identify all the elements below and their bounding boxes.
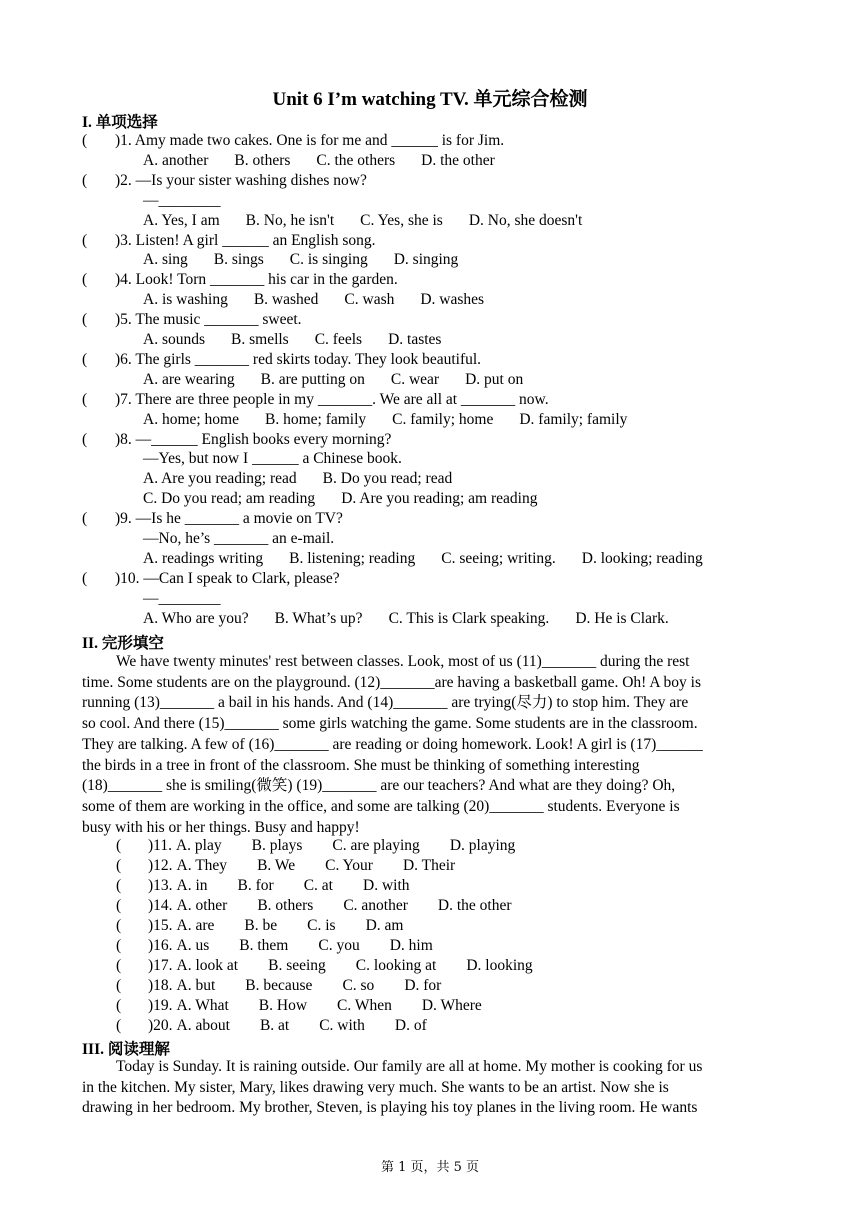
passage-line: They are talking. A few of (16)_______ are reading or doing homework. Look! A girl is (17)______ (82, 735, 703, 753)
answer-bracket[interactable]: ( (82, 311, 88, 329)
question-9 (82, 509, 343, 529)
option: B. others (234, 151, 291, 169)
option: C. family; home (392, 410, 494, 428)
question-4 (82, 270, 398, 290)
question-number: )15. (148, 916, 173, 934)
answer-bracket[interactable]: ( (82, 171, 88, 189)
cloze-question-11 (116, 836, 545, 856)
option: B. home; family (265, 410, 367, 428)
option: D. family; family (519, 410, 628, 428)
question-stem: )10. —Can I speak to Clark, please? (115, 569, 340, 587)
question-number: )11. (148, 837, 172, 854)
option: B. at (259, 1016, 290, 1034)
option: B. seeing (268, 956, 326, 974)
answer-bracket[interactable]: ( (116, 856, 122, 874)
answer-bracket[interactable]: ( (82, 231, 88, 249)
dialogue-line: —No, he’s _______ an e-mail. (143, 530, 335, 547)
option: A. is washing (143, 291, 228, 309)
question-stem: )6. The girls _______ red skirts today. They look beautiful. (115, 350, 482, 368)
option: D. singing (393, 251, 459, 269)
answer-bracket[interactable]: ( (116, 976, 122, 994)
question-stem: )8. —______ English books every morning? (115, 430, 392, 448)
option: C. seeing; writing. (441, 549, 556, 567)
answer-bracket[interactable]: ( (82, 132, 88, 149)
passage-line: time. Some students are on the playground. (12)_______are having a basketball game. Oh! A boy is (82, 673, 702, 691)
cloze-question-12 (116, 856, 485, 876)
cloze-question-15 (116, 916, 433, 936)
option: D. washes (420, 291, 485, 309)
option: C. is singing (289, 251, 368, 269)
option: D. No, she doesn't (468, 211, 583, 229)
option: B. sings (213, 251, 264, 269)
option: B. because (245, 976, 313, 994)
options-row (143, 489, 563, 509)
section-heading-1: I. 单项选择 (82, 114, 158, 131)
cloze-passage (82, 652, 776, 838)
question-stem: )3. Listen! A girl ______ an English song. (115, 231, 376, 249)
option: A. us (176, 936, 210, 954)
option: D. put on (465, 370, 524, 388)
option: B. No, he isn't (245, 211, 335, 229)
option: A. sounds (143, 331, 206, 348)
option: A. about (176, 1016, 230, 1034)
answer-bracket[interactable]: ( (116, 896, 122, 914)
option: D. Where (421, 996, 482, 1014)
cloze-question-14 (116, 896, 542, 916)
option: A. other (176, 896, 228, 914)
option: A. They (176, 856, 228, 874)
option: C. the others (316, 151, 396, 169)
question-number: )18. (148, 976, 173, 994)
option: D. for (404, 976, 442, 994)
option: D. He is Clark. (575, 609, 669, 627)
option: B. Do you read; read (322, 470, 453, 488)
passage-line: Today is Sunday. It is raining outside. Our family are all at home. My mother is cooking for us (116, 1058, 703, 1075)
option: C. you (318, 936, 360, 954)
answer-bracket[interactable]: ( (82, 271, 88, 289)
options-row (143, 250, 484, 270)
answer-bracket[interactable]: ( (82, 390, 88, 408)
question-6 (82, 350, 481, 370)
dialogue-line: —________ (143, 589, 221, 607)
passage-line: so cool. And there (15)_______ some girls watching the game. Some students are in the classroom. (82, 715, 698, 733)
option: D. looking; reading (581, 549, 703, 567)
option: B. smells (231, 331, 289, 348)
options-row (143, 290, 510, 310)
question-7 (82, 390, 549, 410)
option: C. at (303, 876, 333, 894)
question-number: )14. (148, 896, 173, 914)
question-stem: )2. —Is your sister washing dishes now? (115, 171, 367, 189)
option: B. listening; reading (289, 549, 416, 567)
option: C. wash (344, 291, 395, 309)
passage-line: running (13)_______ a bail in his hands. And (14)_______ are trying(尽力) to stop him. They are (82, 694, 689, 712)
question-stem: )5. The music _______ sweet. (115, 311, 302, 329)
question-1 (82, 131, 504, 151)
option: D. the other (437, 896, 512, 914)
answer-bracket[interactable]: ( (116, 876, 122, 894)
option: B. We (257, 856, 296, 874)
passage-line: the birds in a tree in front of the classroom. She must be thinking of something interesting (82, 756, 640, 774)
question-number: )20. (148, 1016, 173, 1034)
option: D. playing (449, 837, 516, 854)
cloze-question-18 (116, 976, 471, 996)
option: C. looking at (355, 956, 437, 974)
option: C. wear (390, 370, 440, 388)
option: D. Their (402, 856, 456, 874)
option: A. another (143, 151, 209, 169)
option: A. play (175, 837, 222, 854)
dialogue-line: —________ (143, 191, 221, 209)
options-row (143, 609, 695, 629)
option: B. are putting on (260, 370, 365, 388)
option: D. am (365, 916, 404, 934)
option: D. tastes (388, 331, 442, 348)
question-number: )13. (148, 876, 173, 894)
option: C. This is Clark speaking. (388, 609, 550, 627)
cloze-question-16 (116, 936, 463, 956)
options-row (143, 410, 653, 430)
option: B. plays (251, 837, 303, 854)
reading-passage (82, 1057, 776, 1119)
cloze-question-20 (116, 1016, 457, 1036)
option: C. so (342, 976, 375, 994)
options-row (143, 330, 467, 350)
question-stem: )9. —Is he _______ a movie on TV? (115, 510, 343, 528)
answer-bracket[interactable]: ( (82, 569, 88, 587)
option: A. are wearing (143, 370, 235, 388)
passage-line: (18)_______ she is smiling(微笑) (19)_______ are our teachers? And what are they doing? Oh, (82, 777, 676, 795)
option: A. look at (176, 956, 239, 974)
section-heading-2: II. 完形填空 (82, 635, 164, 652)
passage-line: busy with his or her things. Busy and happy! (82, 818, 360, 836)
option: A. Are you reading; read (143, 470, 297, 488)
option: B. others (257, 896, 314, 914)
options-row (143, 151, 521, 171)
question-number: )16. (148, 936, 173, 954)
passage-line: in the kitchen. My sister, Mary, likes drawing very much. She wants to be an artist. Now she is (82, 1078, 669, 1096)
option: D. looking (466, 956, 533, 974)
option: A. but (176, 976, 216, 994)
option: C. Do you read; am reading (143, 490, 316, 508)
option: A. home; home (143, 410, 239, 428)
question-number: )12. (148, 856, 173, 874)
option: C. with (319, 1016, 365, 1034)
answer-bracket[interactable]: ( (116, 936, 122, 954)
passage-line: some of them are working in the office, and some are talking (20)_______ students. Everyone is (82, 797, 680, 815)
question-10 (82, 569, 340, 589)
page-footer: 第 1 页，共 5 页 (380, 1160, 480, 1175)
question-3 (82, 231, 375, 251)
option: C. is (307, 916, 336, 934)
option: A. sing (143, 251, 188, 269)
cloze-question-17 (116, 956, 563, 976)
answer-bracket[interactable]: ( (116, 1016, 122, 1034)
answer-bracket[interactable]: ( (116, 996, 122, 1014)
section-heading-3: III. 阅读理解 (82, 1041, 170, 1058)
option: A. readings writing (143, 549, 264, 567)
option: A. Yes, I am (143, 211, 220, 229)
option: B. washed (253, 291, 319, 309)
answer-bracket[interactable]: ( (116, 956, 122, 974)
option: C. When (337, 996, 392, 1014)
cloze-question-13 (116, 876, 440, 896)
question-5 (82, 310, 302, 330)
question-stem: )7. There are three people in my _______. We are all at _______ now. (115, 390, 549, 408)
question-stem: )4. Look! Torn _______ his car in the garden. (115, 271, 398, 289)
option: D. him (389, 936, 433, 954)
answer-bracket[interactable]: ( (116, 916, 122, 934)
option: A. are (176, 916, 215, 934)
option: B. What’s up? (274, 609, 363, 627)
options-row (143, 469, 478, 489)
option: A. What (176, 996, 229, 1014)
question-2 (82, 171, 367, 191)
option: D. of (394, 1016, 427, 1034)
answer-bracket[interactable]: ( (116, 837, 122, 854)
question-stem: )1. Amy made two cakes. One is for me and ______ is for Jim. (115, 132, 505, 149)
option: D. with (363, 876, 410, 894)
page-title: Unit 6 I’m watching TV. 单元综合检测 (272, 89, 588, 110)
passage-line: drawing in her bedroom. My brother, Steven, is playing his toy planes in the living room. He wants (82, 1099, 698, 1117)
option: B. be (244, 916, 278, 934)
option: B. How (258, 996, 308, 1014)
option: C. feels (314, 331, 363, 348)
answer-bracket[interactable]: ( (82, 430, 88, 448)
option: B. for (237, 876, 274, 894)
question-8 (82, 430, 391, 450)
question-number: )17. (148, 956, 173, 974)
passage-line: We have twenty minutes' rest between classes. Look, most of us (11)_______ during the rest (116, 653, 690, 670)
options-row (143, 211, 608, 231)
option: B. them (239, 936, 289, 954)
answer-bracket[interactable]: ( (82, 510, 88, 528)
option: A. Who are you? (143, 609, 249, 627)
option: A. in (176, 876, 208, 894)
option: C. Your (325, 856, 373, 874)
option: C. are playing (332, 837, 420, 854)
dialogue-line: —Yes, but now I ______ a Chinese book. (143, 450, 402, 468)
answer-bracket[interactable]: ( (82, 350, 88, 368)
option: D. Are you reading; am reading (341, 490, 538, 508)
option: C. another (343, 896, 408, 914)
cloze-question-19 (116, 996, 512, 1016)
options-row (143, 370, 549, 390)
option: C. Yes, she is (360, 211, 443, 229)
option: D. the other (421, 151, 495, 169)
question-number: )19. (148, 996, 173, 1014)
options-row (143, 549, 729, 569)
